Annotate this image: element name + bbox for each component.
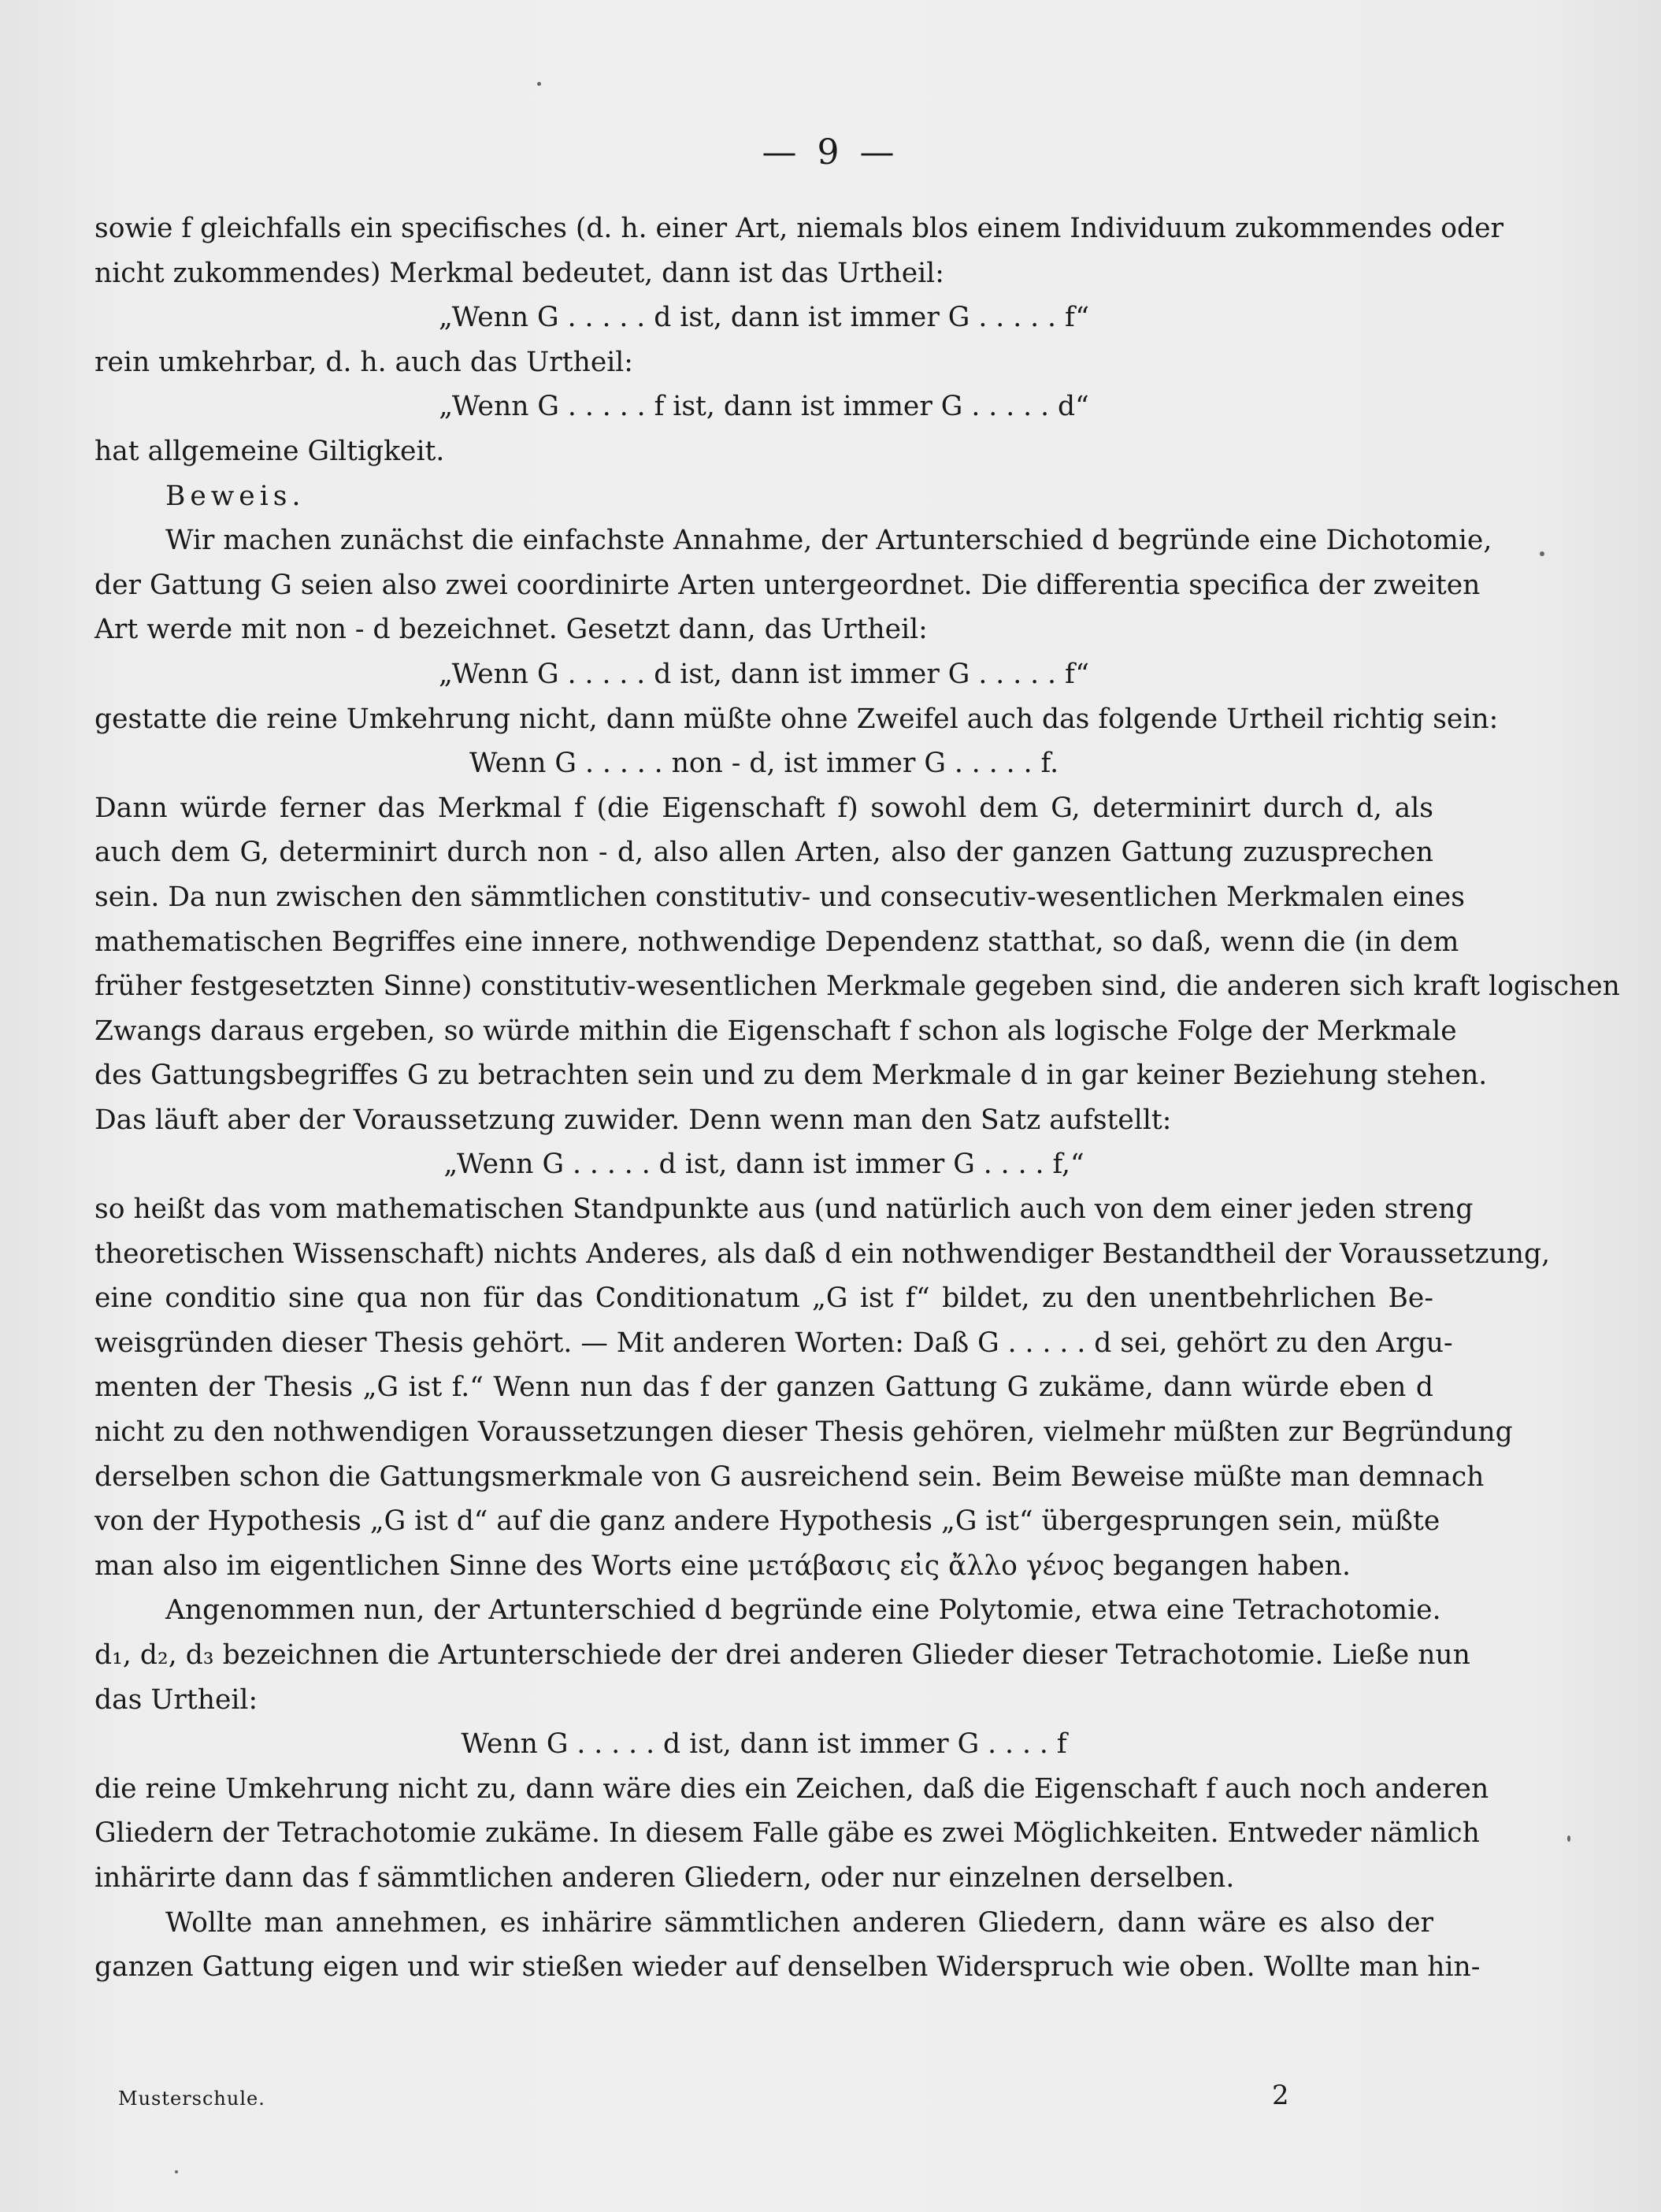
text-line: Gliedern der Tetrachotomie zukäme. In diesem Falle gäbe es zwei Möglichkeiten. Entweder nämlich — [95, 1817, 1480, 1850]
footer-sheet-number: 2 — [1272, 2080, 1289, 2111]
print-speck — [1567, 1835, 1570, 1842]
print-speck — [175, 2170, 178, 2173]
text-line: man also im eigentlichen Sinne des Worts eine μετάβασις εἰς ἄλλο γένος begangen haben. — [95, 1550, 1351, 1582]
text-line: gestatte die reine Umkehrung nicht, dann müßte ohne Zweifel auch das folgende Urtheil richtig sein: — [95, 703, 1499, 735]
text-line: sein. Da nun zwischen den sämmtlichen constitutiv- und consecutiv-wesentlichen Merkmalen eines — [95, 881, 1465, 913]
text-line: nicht zu den nothwendigen Voraussetzungen dieser Thesis gehören, vielmehr müßten zur Begründung — [95, 1416, 1513, 1449]
text-line: Zwangs daraus ergeben, so würde mithin die Eigenschaft f schon als logische Folge der Merkmale — [95, 1015, 1457, 1047]
formula-line: „Wenn G . . . . . d ist, dann ist immer G . . . . . f“ — [438, 658, 1090, 690]
formula-line: „Wenn G . . . . . d ist, dann ist immer G . . . . . f“ — [438, 302, 1090, 334]
text-line: der Gattung G seien also zwei coordinirte Arten untergeordnet. Die differentia specifica der zweiten — [95, 569, 1481, 601]
text-line: sowie f gleichfalls ein specifisches (d. h. einer Art, niemals blos einem Individuum zukommendes oder — [95, 213, 1504, 244]
print-speck — [537, 82, 541, 86]
text-line: die reine Umkehrung nicht zu, dann wäre dies ein Zeichen, daß die Eigenschaft f auch noch anderen — [95, 1772, 1489, 1805]
formula-line: „Wenn G . . . . . d ist, dann ist immer G . . . . f,“ — [443, 1149, 1084, 1181]
text-line: d₁, d₂, d₃ bezeichnen die Artunterschiede der drei anderen Glieder dieser Tetrachotomie. Ließe nun — [95, 1639, 1470, 1671]
text-line: weisgründen dieser Thesis gehört. — Mit anderen Worten: Daß G . . . . . d sei, gehört zu den Argu- — [95, 1327, 1453, 1359]
text-line: theoretischen Wissenschaft) nichts Anderes, als daß d ein nothwendiger Bestandtheil der Voraussetzung, — [95, 1238, 1551, 1270]
text-line: so heißt das vom mathematischen Standpunkte aus (und natürlich auch von dem einer jeden streng — [95, 1193, 1474, 1226]
text-line: Wir machen zunächst die einfachste Annahme, der Artunterschied d begründe eine Dichotomie, — [165, 525, 1492, 557]
print-speck — [1540, 551, 1544, 556]
text-line: rein umkehrbar, d. h. auch das Urtheil: — [95, 346, 633, 378]
text-line: Angenommen nun, der Artunterschied d begründe eine Polytomie, etwa eine Tetrachotomie. — [165, 1594, 1441, 1627]
text-line: früher festgesetzten Sinne) constitutiv-wesentlichen Merkmale gegeben sind, die anderen sich kraft logischen — [95, 971, 1620, 1003]
text-line: ganzen Gattung eigen und wir stießen wieder auf denselben Widerspruch wie oben. Wollte man hin- — [95, 1951, 1481, 1984]
section-heading: Beweis. — [165, 480, 306, 512]
formula-line: Wenn G . . . . . non - d, ist immer G . . . . . f. — [469, 748, 1059, 780]
text-line: Art werde mit non - d bezeichnet. Gesetzt dann, das Urtheil: — [95, 614, 928, 646]
text-line: Dann würde ferner das Merkmal f (die Eigenschaft f) sowohl dem G, determinirt durch d, als — [95, 792, 1433, 824]
text-line: derselben schon die Gattungsmerkmale von G ausreichend sein. Beim Beweise müßte man demnach — [95, 1460, 1485, 1493]
text-line: nicht zukommendes) Merkmal bedeutet, dann ist das Urtheil: — [95, 257, 944, 289]
text-line: Das läuft aber der Voraussetzung zuwider. Denn wenn man den Satz aufstellt: — [95, 1104, 1172, 1136]
footer-signature: Musterschule. — [118, 2088, 265, 2110]
text-line: mathematischen Begriffes eine innere, nothwendige Dependenz statthat, so daß, wenn die (in dem — [95, 926, 1459, 958]
text-line: von der Hypothesis „G ist d“ auf die ganz andere Hypothesis „G ist“ übergesprungen sein, müßte — [95, 1505, 1440, 1538]
text-line: hat allgemeine Giltigkeit. — [95, 435, 445, 467]
body-text — [95, 206, 1620, 1990]
text-line: auch dem G, determinirt durch non - d, also allen Arten, also der ganzen Gattung zuzusprechen — [95, 837, 1433, 869]
text-line: Wollte man annehmen, es inhärire sämmtlichen anderen Gliedern, dann wäre es also der — [165, 1906, 1433, 1939]
page-number-header: — 9 — — [762, 132, 899, 173]
text-line: menten der Thesis „G ist f.“ Wenn nun das f der ganzen Gattung G zukäme, dann würde eben d — [95, 1371, 1433, 1404]
formula-line: „Wenn G . . . . . f ist, dann ist immer G . . . . . d“ — [439, 391, 1089, 423]
text-line: des Gattungsbegriffes G zu betrachten sein und zu dem Merkmale d in gar keiner Beziehung stehen. — [95, 1060, 1488, 1092]
text-line: inhärirte dann das f sämmtlichen anderen Gliedern, oder nur einzelnen derselben. — [95, 1861, 1235, 1894]
text-line: eine conditio sine qua non für das Conditionatum „G ist f“ bildet, zu den unentbehrlichen Be- — [95, 1282, 1433, 1315]
formula-line: Wenn G . . . . . d ist, dann ist immer G . . . . f — [461, 1728, 1067, 1761]
text-line: das Urtheil: — [95, 1683, 258, 1716]
